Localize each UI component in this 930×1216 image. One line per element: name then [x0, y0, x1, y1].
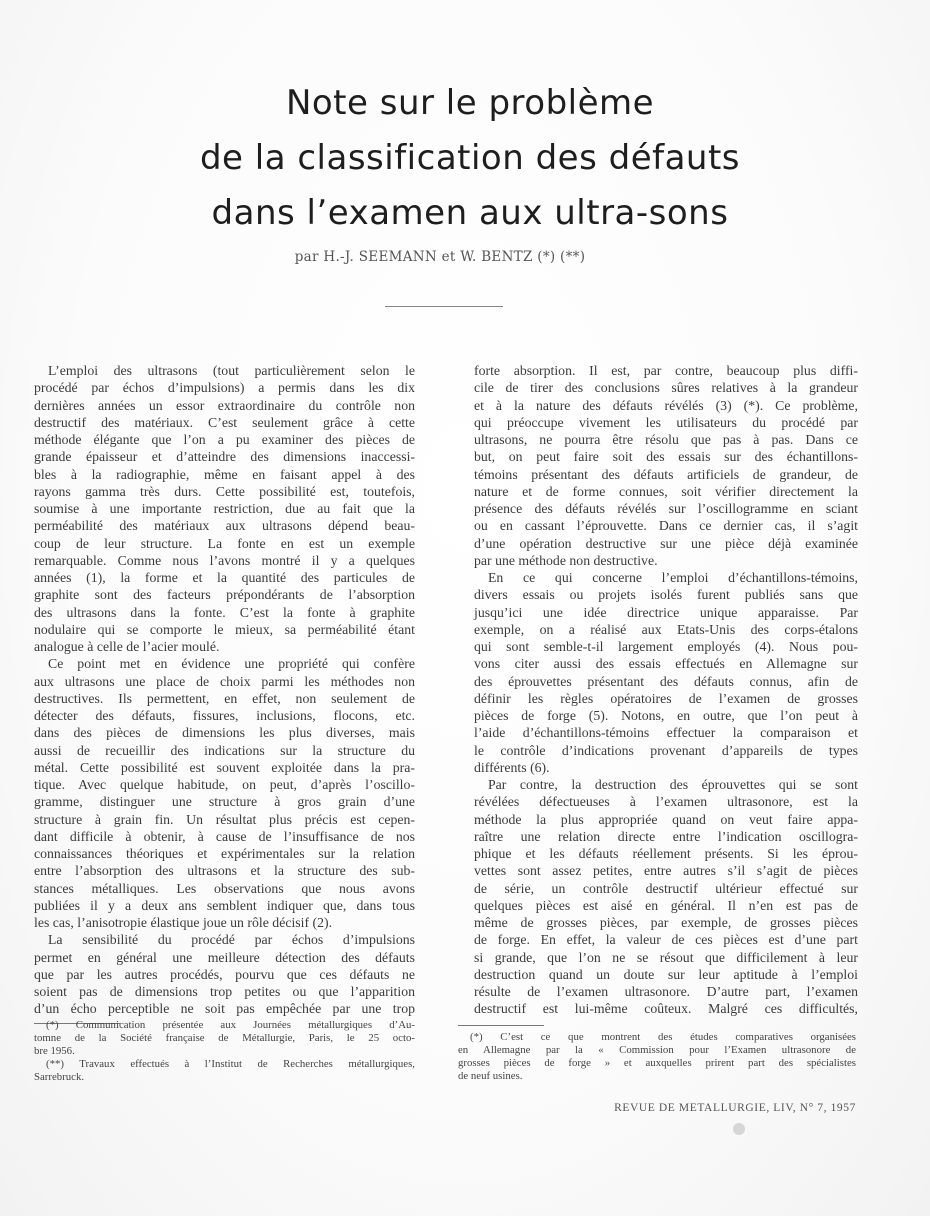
- footnote-line: (**) Travaux effectués à l’Institut de Recherches métallurgiques,: [46, 1058, 415, 1070]
- text-line: soient pas de dimensions trop petites ou que l’apparition: [34, 984, 415, 999]
- footnote-line: tomne de la Société française de Métallurgie, Paris, le 25 octo-: [34, 1032, 415, 1044]
- text-line: révélées défectueuses à l’examen ultrasonore, est la: [474, 794, 858, 810]
- left-footnotes: [34, 1019, 415, 1084]
- text-line: jusqu’ici une idée directrice unique apparaisse. Par: [474, 604, 858, 620]
- text-line: raître une relation directe entre l’indication oscillogra-: [474, 828, 858, 844]
- text-line: des éprouvettes présentant des défauts connus, afin de: [474, 673, 858, 689]
- text-line: d’une opération destructive sur une pièce déjà examinée: [474, 535, 858, 551]
- text-line: le contrôle d’indications provenant d’appareils de types: [474, 742, 858, 758]
- text-line: métal. Cette possibilité est souvent exploitée dans la pra-: [34, 759, 415, 775]
- title-line: de la classification des défauts: [199, 138, 741, 178]
- footnote-line: de neuf usines.: [458, 1070, 523, 1082]
- text-line: but, on peut faire soit des essais sur des échantillons-: [474, 449, 858, 465]
- text-line: L’emploi des ultrasons (tout particulièrement selon le: [48, 363, 415, 378]
- text-line: les cas, l’anisotropie élastique joue un rôle décisif (2).: [34, 915, 333, 930]
- page-blemish: [733, 1123, 745, 1135]
- text-line: perméabilité des matériaux aux ultrasons dépend beau-: [34, 518, 415, 534]
- text-line: entre l’absorption des ultrasons et la structure des sub-: [34, 863, 415, 879]
- text-line: connaissances théoriques et expérimentales sur la relation: [34, 846, 415, 861]
- text-line: analogue à celle de l’acier moulé.: [34, 639, 220, 654]
- text-line: des ultrasons dans la fonte. C’est la fonte à graphite: [34, 604, 415, 620]
- text-line: grande épaisseur et d’atteindre des dimensions inaccessi-: [34, 449, 415, 465]
- text-line: résulte de l’examen ultrasonore. D’autre part, l’examen: [474, 984, 858, 999]
- text-line: nodulaire qui se comporte le mieux, sa perméabilité étant: [34, 621, 415, 637]
- text-line: méthode élégante que l’on a pu examiner des pièces de: [34, 432, 415, 447]
- text-line: pièces de forge (5). Notons, en outre, que l’on peut à: [474, 708, 858, 723]
- text-line: dant difficile à obtenir, à cause de l’insuffisance de nos: [34, 828, 415, 844]
- text-line: vettes sont assez petites, entre autres s’il s’agit de pièces: [474, 863, 858, 879]
- text-line: En ce qui concerne l’emploi d’échantillons-témoins,: [488, 570, 858, 585]
- text-line: coup de leur structure. La fonte en est un exemple: [34, 535, 415, 551]
- text-line: bles à la radiographie, même en faisant appel à des: [34, 466, 415, 482]
- text-line: que par les autres procédés, pourvu que ces défauts ne: [34, 966, 415, 982]
- text-line: aux ultrasons une place de choix parmi les méthodes non: [34, 673, 415, 689]
- text-line: de série, un contrôle destructif ultérieur effectué sur: [474, 880, 858, 896]
- text-line: tique. Avec quelque habitude, on peut, d’après l’oscillo-: [34, 777, 415, 792]
- text-line: gramme, distinguer une structure à gros grain d’une: [34, 794, 415, 810]
- text-line: l’aide d’échantillons-témoins effectuer la comparaison et: [474, 725, 858, 741]
- text-line: différents (6).: [474, 759, 550, 775]
- right-footnote-rule: [458, 1025, 544, 1026]
- text-line: méthode la plus appropriée quand on veut faire appa-: [474, 811, 858, 827]
- text-line: exemple, on a réalisé aux Etats-Unis des corps-étalons: [474, 621, 858, 637]
- left-column: [34, 362, 415, 1018]
- text-line: aussi de recueillir des indications sur la structure du: [34, 742, 415, 758]
- text-line: nature et de forme connues, soit vérifier directement la: [474, 483, 858, 499]
- text-line: rayons gamma très durs. Cette possibilité est, toutefois,: [34, 483, 415, 499]
- text-line: dernières années un essor extraordinaire du contrôle non: [34, 397, 415, 413]
- title-divider: [385, 306, 503, 307]
- running-footer: REVUE DE METALLURGIE, LIV, N° 7, 1957: [614, 1102, 856, 1114]
- text-line: ou en cassant l’éprouvette. Dans ce dernier cas, il s’agit: [474, 518, 858, 534]
- text-line: remarquable. Comme nous l’avons montré il y a quelques: [34, 552, 415, 568]
- text-line: années (1), la forme et la quantité des particules de: [34, 570, 415, 585]
- text-line: qui sont semble-t-il largement employés (4). Nous pou-: [474, 639, 858, 654]
- footnote-line: en Allemagne par la « Commission pour l’Examen ultrasonore de: [458, 1044, 856, 1056]
- text-line: détecter des défauts, fissures, inclusions, flocons, etc.: [34, 708, 415, 723]
- text-line: Ce point met en évidence une propriété qui confère: [48, 656, 415, 672]
- footnote-line: grosses pièces de forge » et auxquelles prirent part des spécialistes: [458, 1057, 856, 1069]
- footnote-line: (*) Communication présentée aux Journées métallurgiques d’Au-: [46, 1019, 415, 1031]
- text-line: soumise à une importante restriction, due au fait que la: [34, 501, 415, 516]
- footnote-line: Sarrebruck.: [34, 1071, 85, 1083]
- right-footnotes: [458, 1031, 856, 1083]
- text-line: vons citer aussi des essais effectués en Allemagne sur: [474, 656, 858, 672]
- text-line: de forge. En effet, la valeur de ces pièces est d’une part: [474, 932, 858, 948]
- text-line: procédé par échos d’impulsions) a permis dans les dix: [34, 380, 415, 396]
- text-line: permet en général une meilleure détection des défauts: [34, 949, 415, 965]
- text-line: ultrasons, ne pourra être résolu que pas à pas. Dans ce: [474, 432, 858, 447]
- text-line: phique et les défauts réellement présents. Si les éprou-: [474, 846, 858, 861]
- text-line: destructives. Ils permettent, en effet, non seulement de: [34, 690, 415, 706]
- text-line: dans des pièces de dimensions les plus diverses, mais: [34, 725, 415, 741]
- text-line: destructif est lui-même coûteux. Malgré ces difficultés,: [474, 1001, 858, 1017]
- text-line: La sensibilité du procédé par échos d’impulsions: [48, 932, 415, 948]
- text-line: quelques pièces est aisé en général. Il n’en est pas de: [474, 897, 858, 913]
- footnote-line: bre 1956.: [34, 1045, 75, 1057]
- text-line: et à la nature des défauts révélés (3) (*). Ce problème,: [474, 397, 858, 413]
- text-line: présence des défauts révélés sur l’oscillogramme en sciant: [474, 501, 858, 516]
- text-line: si grande, que l’on ne se résout que difficilement à leur: [474, 949, 858, 965]
- text-line: par une méthode non destructive.: [474, 552, 658, 568]
- text-line: d’un écho perceptible ne soit pas empêchée par une trop: [34, 1001, 415, 1017]
- text-line: destructif des matériaux. C’est seulement grâce à cette: [34, 414, 415, 430]
- text-line: Par contre, la destruction des éprouvettes qui se sont: [488, 777, 858, 792]
- text-line: témoins présentant des défauts artificiels de grandeur, de: [474, 466, 858, 482]
- text-line: définir les règles opératoires de l’examen de grosses: [474, 690, 858, 706]
- title-line: Note sur le problème: [285, 83, 655, 123]
- text-line: qui préoccupe vivement les utilisateurs du procédé par: [474, 414, 858, 430]
- text-line: même de grosses pièces, par exemple, de grosses pièces: [474, 915, 858, 930]
- text-line: cile de tirer des conclusions sûres relatives à la grandeur: [474, 380, 858, 396]
- article-title: [130, 76, 810, 241]
- text-line: destruction quand un doute sur leur aptitude à l’emploi: [474, 966, 858, 982]
- footnote-line: (*) C’est ce que montrent des études comparatives organisées: [470, 1031, 856, 1043]
- title-line: dans l’examen aux ultra-sons: [211, 193, 729, 233]
- right-column: [474, 362, 858, 1018]
- text-line: structure à grain fin. Un résultat plus précis est cepen-: [34, 811, 415, 827]
- authors-line: par H.-J. SEEMANN et W. BENTZ (*) (**): [294, 249, 586, 265]
- text-line: publiées il y a deux ans semblent indiquer que, dans tous: [34, 897, 415, 913]
- text-line: divers essais ou projets isolés furent publiés sans que: [474, 587, 858, 603]
- text-line: stances métalliques. Les observations que nous avons: [34, 880, 415, 896]
- text-line: graphite sont des facteurs prépondérants de l’absorption: [34, 587, 415, 603]
- text-line: forte absorption. Il est, par contre, beaucoup plus diffi-: [474, 363, 858, 378]
